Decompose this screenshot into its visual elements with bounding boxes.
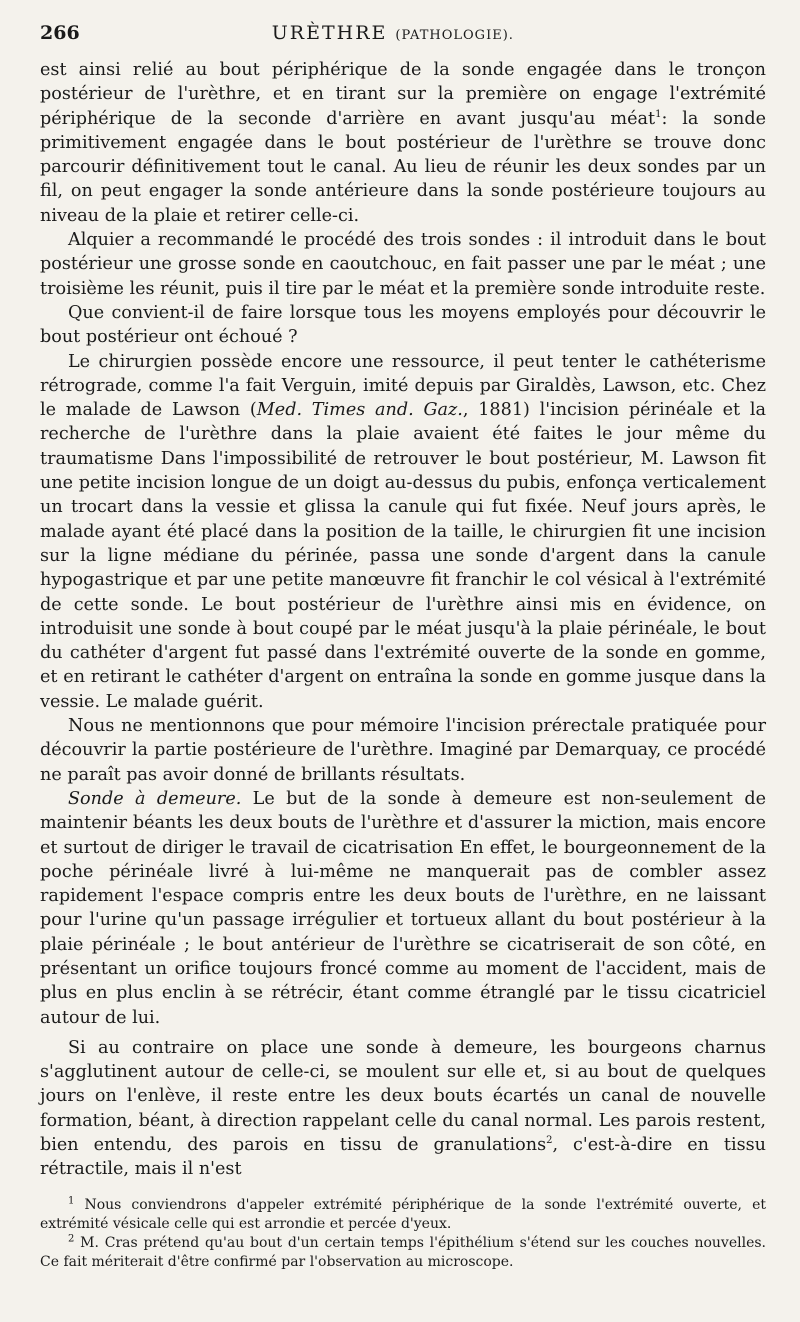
running-title [80, 22, 766, 44]
paragraph-7-text: Si au contraire on place une sonde à demeure, les bourgeons charnus s'agglutinent autour de celle-ci, se moulent sur elle et, si au bout de quelques jours on l'enlève, il reste entre les deux bouts écartés un canal de nouvelle formation, béant, à direction rappelant celle du canal normal. Les parois restent, bien entendu, des parois en tissu de granulations [40, 1037, 766, 1156]
paragraph-2: Alquier a recommandé le procédé des trois sondes : il introduit dans le bout postérieur une grosse sonde en caoutchouc, en fait passer une par le méat ; une troisième les réunit, puis il tire par le méat et la première sonde introduite reste. [40, 230, 766, 299]
paragraph-7-text-cont: , c'est-à-dire en tissu rétractile, mais il n'est [40, 1135, 766, 1180]
footnote-2-mark: 2 [68, 1233, 75, 1244]
paragraph-7 [40, 1036, 766, 1182]
paragraph-4-text: Le chirurgien possède encore une ressource, il peut tenter le cathéterisme rétrograde, comme l'a fait Verguin, imité depuis par Giraldès, Lawson, etc. Chez le malade de Lawson ( [40, 351, 766, 421]
footnotes [40, 1196, 766, 1272]
paragraph-1-text-cont: : la sonde primitivement engagée dans le bout postérieur de l'urèthre se trouve donc parcourir définitivement tout le canal. Au lieu de réunir les deux sondes par un fil, on peut engager la sonde antérieure dans la sonde postérieure toujours au niveau de la plaie et retirer celle-ci. [40, 108, 766, 226]
running-title-main: URÈTHRE [271, 22, 388, 44]
page-number: 266 [40, 22, 80, 44]
running-header [40, 22, 766, 58]
paragraph-5: Nous ne mentionnons que pour mémoire l'incision prérectale pratiquée pour découvrir la partie postérieure de l'urèthre. Imaginé par Demarquay, ce procédé ne paraît pas avoir donné de brillants résultats. [40, 716, 766, 785]
paragraph-4-text-cont: , 1881) l'incision périnéale et la recherche de l'urèthre dans la plaie avaient été faites le jour même du traumatisme Dans l'impossibilité de retrouver le bout postérieur, M. Lawson fit une petite incision longue de un doigt au-dessus du pubis, enfonça verticalement un trocart dans la vessie et glissa la canule qui fut fixée. Neuf jours après, le malade ayant été placé dans la position de la taille, le chirurgien fit une incision sur la ligne médiane du périnée, passa une sonde d'argent dans la canule hypogastrique et par une petite manœuvre fit franchir le col vésical à l'extrémité de cette sonde. Le bout postérieur de l'urèthre ainsi mis en évidence, on introduisit une sonde à bout coupé par le méat jusqu'à la plaie périnéale, le bout du cathéter d'argent fut passé dans l'extrémité ouverte de la sonde en gomme, et en retirant le cathéter d'argent on entraîna la sonde en gomme jusque dans la vessie. Le malade guérit. [40, 400, 766, 712]
paragraph-1-text: est ainsi relié au bout périphérique de la sonde engagée dans le tronçon postérieur de l'urèthre, et en tirant sur la première on engage l'extrémité périphérique de la seconde d'arrière en avant jusqu'au méat [40, 60, 766, 129]
paragraph-1 [40, 58, 766, 228]
section-heading-sonde: Sonde à demeure. [68, 788, 242, 809]
paragraph-4 [40, 350, 766, 714]
paragraph-3: Que convient-il de faire lorsque tous les moyens employés pour découvrir le bout postérieur ont échoué ? [40, 302, 766, 348]
footnote-2-text: M. Cras prétend qu'au bout d'un certain temps l'épithélium s'étend sur les couches nouvelles. Ce fait mériterait d'être confirmé par l'observation au microscope. [40, 1234, 766, 1270]
body-text [40, 58, 766, 1182]
footnote-ref-2: 2 [546, 1135, 553, 1147]
footnote-1 [40, 1196, 766, 1234]
footnote-2 [40, 1234, 766, 1272]
citation-source: Med. Times and. Gaz. [256, 400, 463, 421]
running-title-subtitle: (PATHOLOGIE). [395, 28, 514, 43]
paragraph-6-text: Le but de la sonde à demeure est non-seulement de maintenir béants les deux bouts de l'urèthre et d'assurer la miction, mais encore et surtout de diriger le travail de cicatrisation En effet, le bourgeonnement de la poche périnéale livré à lui-même ne manquerait pas de combler assez rapidement l'espace compris entre les deux bouts de l'urèthre, en ne laissant pour l'urine qu'un passage irrégulier et tortueux allant du bout postérieur à la plaie périnéale ; le bout antérieur de l'urèthre se cicatriserait de son côté, en présentant un orifice toujours froncé comme au moment de l'accident, mais de plus en plus enclin à se rétrécir, étant comme étranglé par le tissu cicatriciel autour de lui. [40, 788, 766, 1028]
footnote-ref-1: 1 [655, 108, 662, 120]
footnote-1-mark: 1 [68, 1195, 75, 1206]
footnote-1-text: Nous conviendrons d'appeler extrémité périphérique de la sonde l'extrémité ouverte, et extrémité vésicale celle qui est arrondie et percée d'yeux. [40, 1196, 766, 1232]
paragraph-6 [40, 787, 766, 1030]
